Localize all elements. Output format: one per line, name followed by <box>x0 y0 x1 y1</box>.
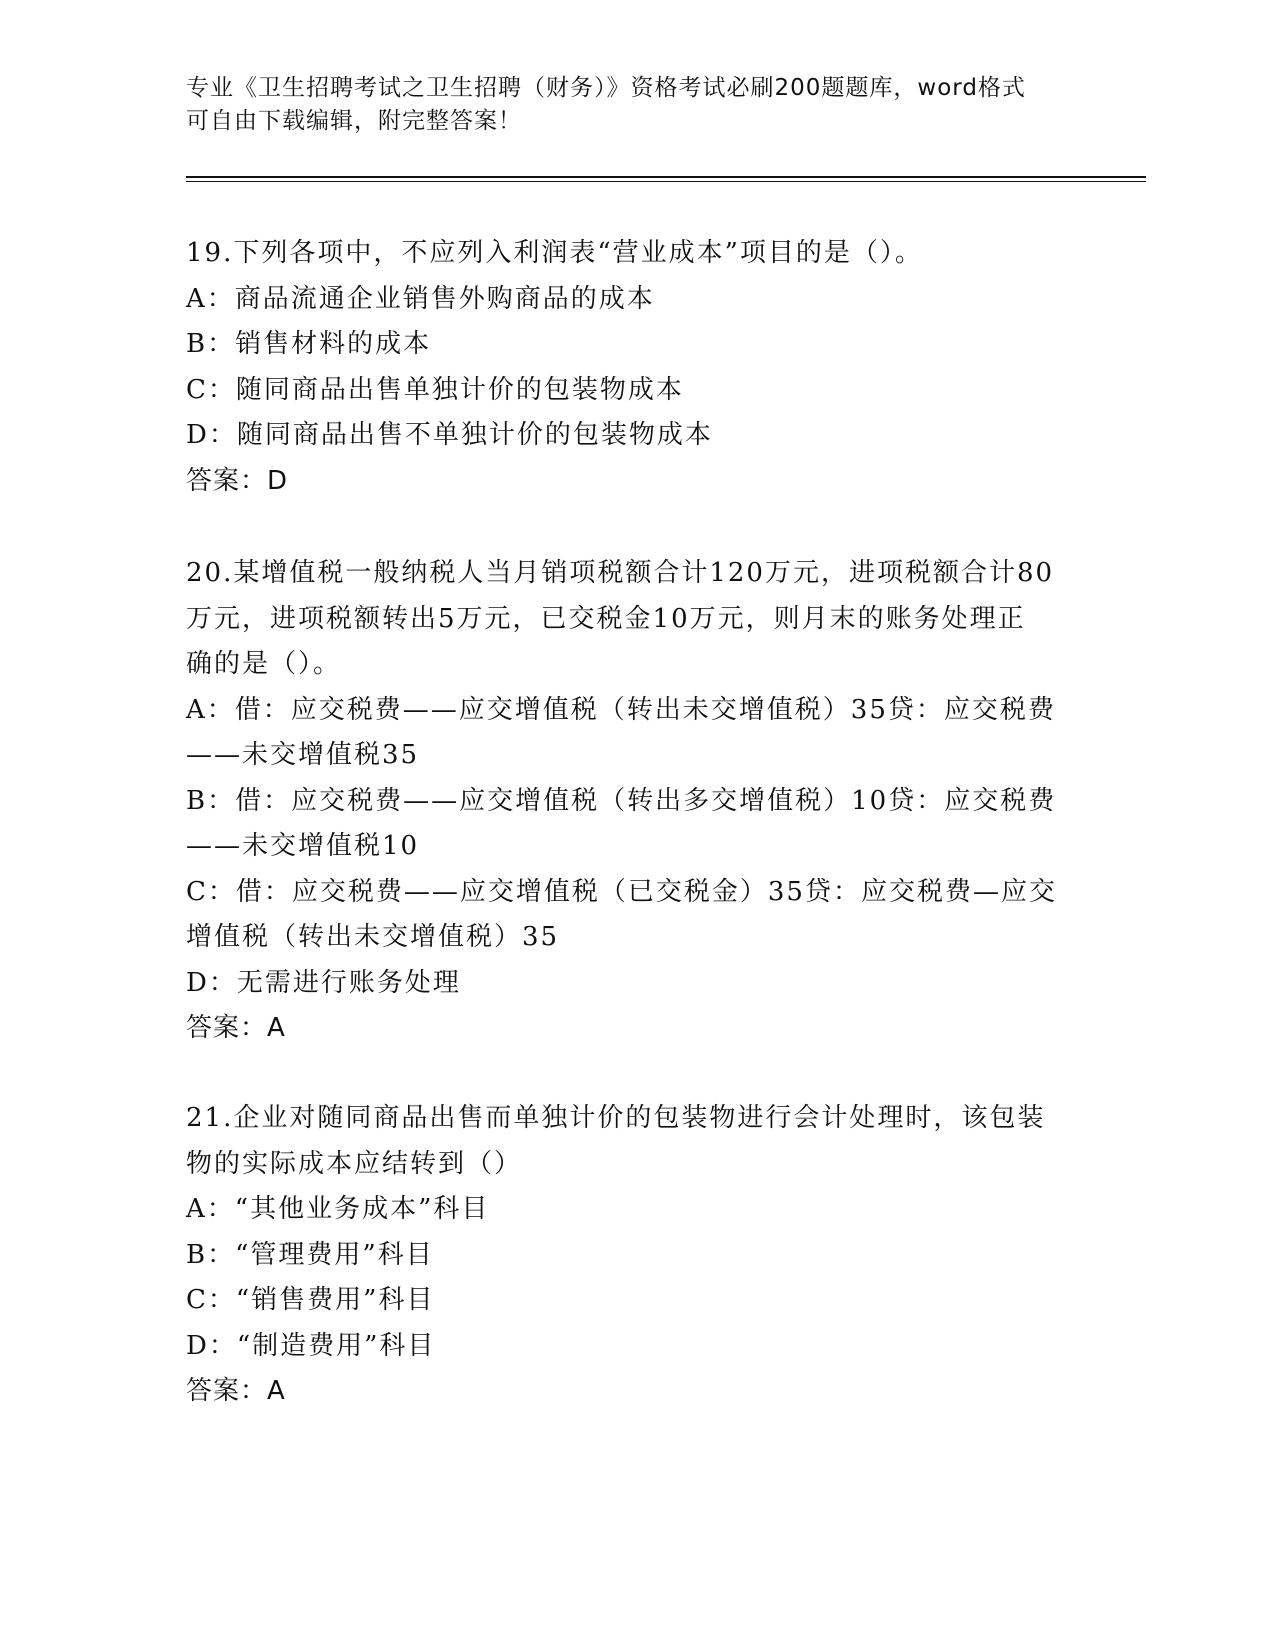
header-divider-thick <box>186 176 1146 178</box>
question-stem-line-2: 万元，进项税额转出5万元，已交税金10万元，则月末的账务处理正 <box>186 603 1026 634</box>
option-c: C：“销售费用”科目 <box>186 1285 435 1315</box>
question-19 <box>186 231 1066 504</box>
option-c-line-1: C：借：应交税费——应交增值税（已交税金）35贷：应交税费—应交 <box>186 876 1057 907</box>
option-c-line-2: 增值税（转出未交增值税）35 <box>186 922 560 952</box>
option-b-line-1: B：借：应交税费——应交增值税（转出多交增值税）10贷：应交税费 <box>186 785 1057 816</box>
answer-line: 答案：A <box>186 1376 286 1406</box>
option-d: D：随同商品出售不单独计价的包装物成本 <box>186 420 713 450</box>
option-b-line-2: ——未交增值税10 <box>186 831 420 861</box>
header-line-2: 可自由下载编辑，附完整答案！ <box>186 108 522 134</box>
question-stem-line-3: 确的是（）。 <box>186 649 342 679</box>
option-b: B：“管理费用”科目 <box>186 1239 434 1270</box>
header-line-1: 专业《卫生招聘考试之卫生招聘（财务）》资格考试必刷200题题库，word格式 <box>186 75 1026 101</box>
question-20 <box>186 551 1066 1052</box>
question-stem-line-1: 20.某增值税一般纳税人当月销项税额合计120万元，进项税额合计80 <box>186 558 1055 588</box>
document-header <box>186 72 1066 138</box>
question-stem-line-2: 物的实际成本应结转到（） <box>186 1148 523 1179</box>
option-a-line-2: ——未交增值税35 <box>186 740 420 770</box>
option-c: C：随同商品出售单独计价的包装物成本 <box>186 374 684 405</box>
option-a: A：“其他业务成本”科目 <box>186 1194 490 1224</box>
answer-line: 答案：A <box>186 1013 286 1043</box>
option-d: D：“制造费用”科目 <box>186 1330 436 1361</box>
option-a: A：商品流通企业销售外购商品的成本 <box>186 283 655 314</box>
option-b: B：销售材料的成本 <box>186 329 432 359</box>
question-stem: 19.下列各项中，不应列入利润表“营业成本”项目的是（）。 <box>186 238 923 268</box>
answer-line: 答案：D <box>186 465 289 496</box>
question-stem-line-1: 21.企业对随同商品出售而单独计价的包装物进行会计处理时，该包装 <box>186 1103 1046 1133</box>
option-d: D：无需进行账务处理 <box>186 967 461 998</box>
question-21 <box>186 1096 1066 1415</box>
option-a-line-1: A：借：应交税费——应交增值税（转出未交增值税）35贷：应交税费 <box>186 694 1056 725</box>
header-divider-thin <box>186 181 1146 182</box>
